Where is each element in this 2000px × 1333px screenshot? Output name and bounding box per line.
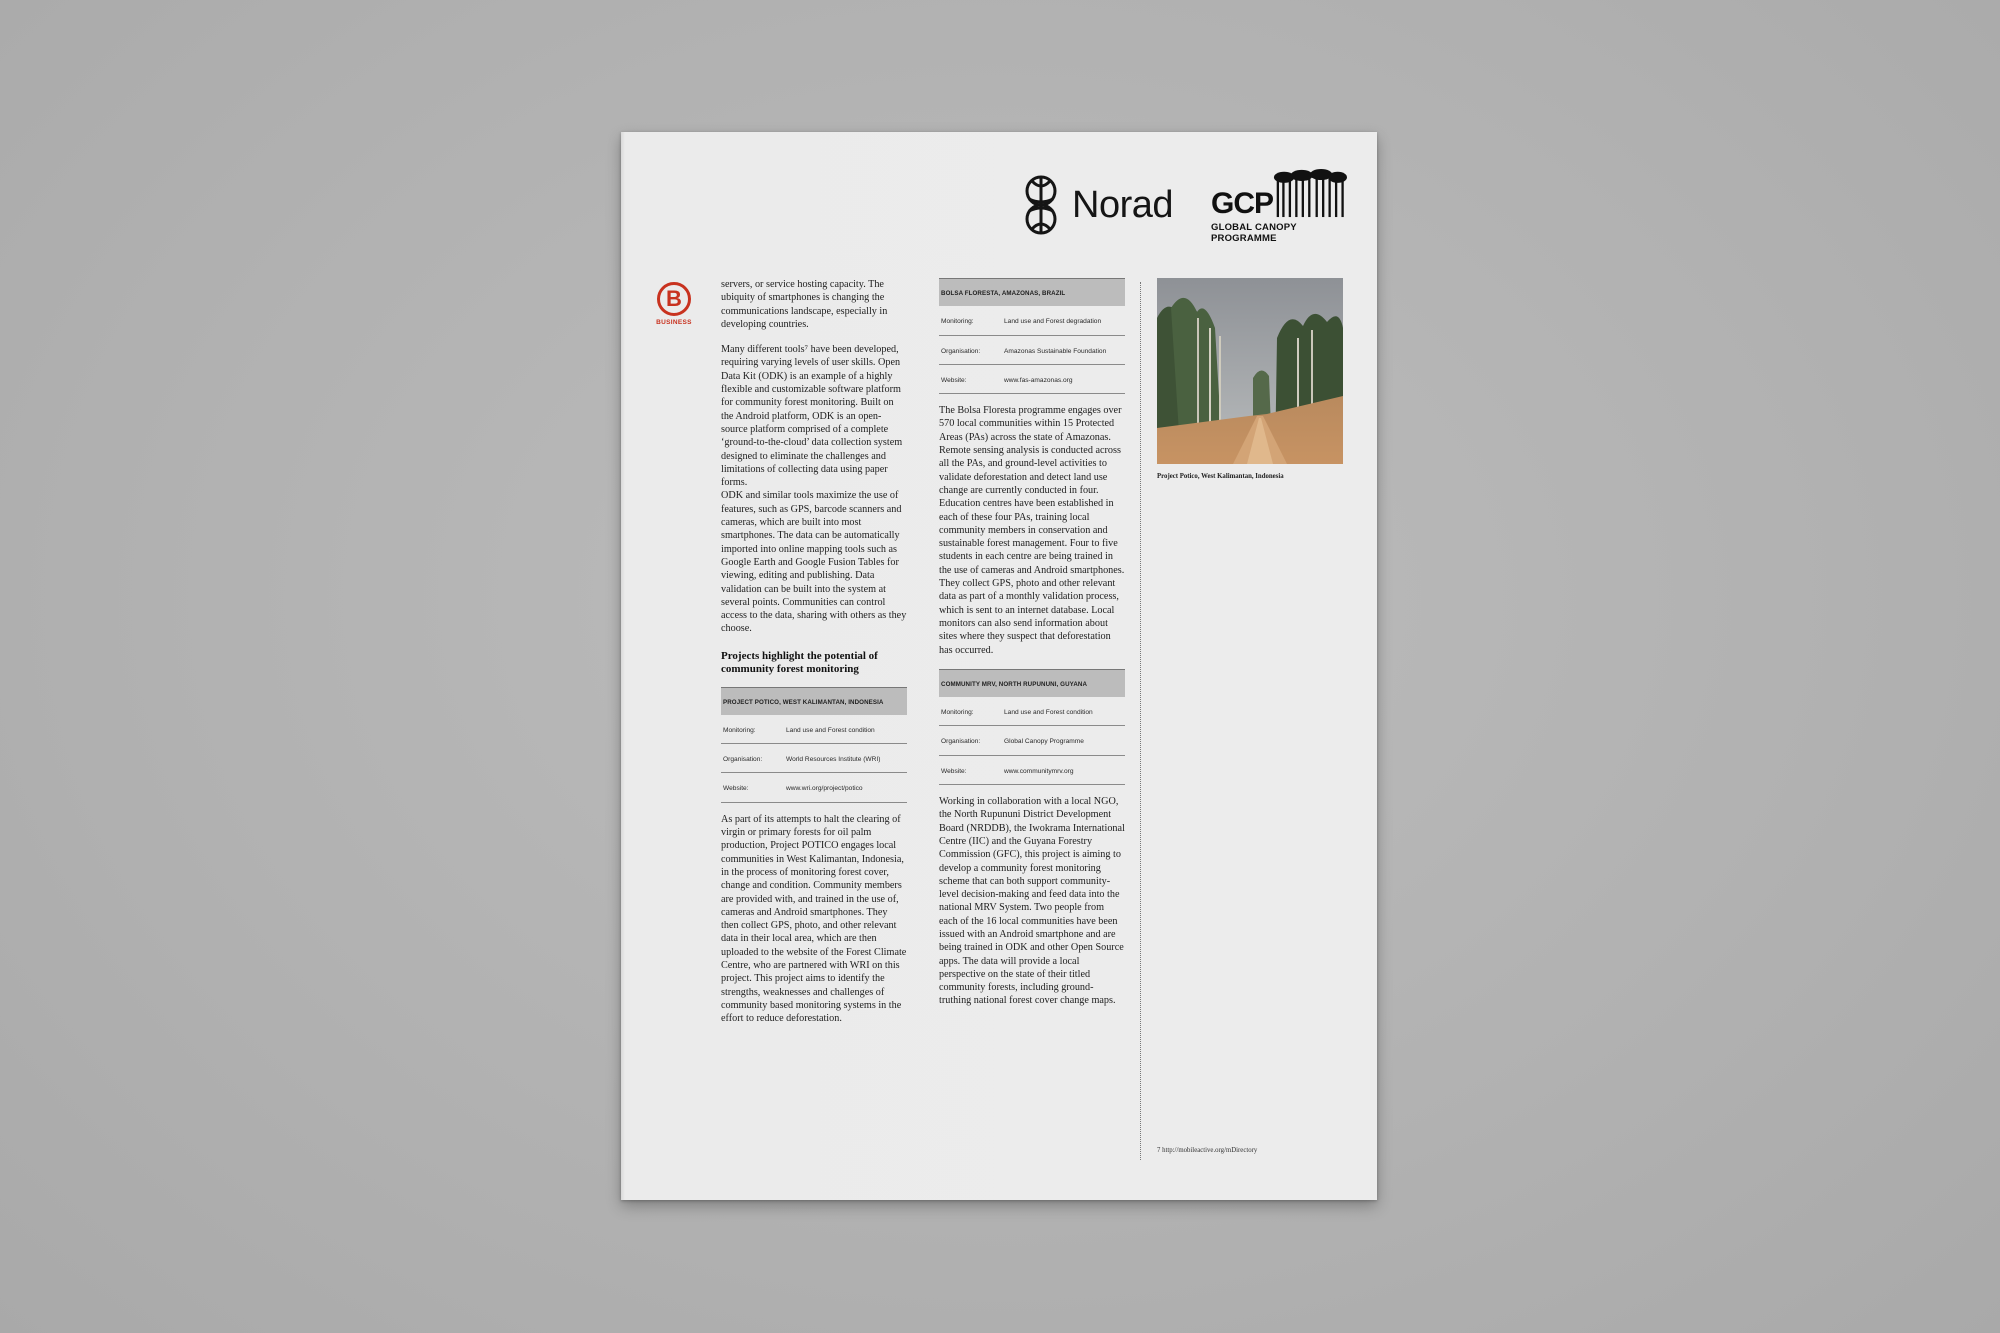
paragraph: ODK and similar tools maximize the use of features, such as GPS, barcode scanners and cameras, which are built into most smartphones. The data can be automatically imported into online mapping tools such as Google Earth and Google Fusion Tables for viewing, editing and publishing. Data validation can be built into the system at several points. Communities can control access to the data, sharing with others as they choose. <box>721 490 907 635</box>
info-value: www.communitymrv.org <box>1004 767 1074 775</box>
section-heading: Projects highlight the potential of community forest monitoring <box>721 649 878 676</box>
info-value: Land use and Forest degradation <box>1004 318 1102 326</box>
info-label: Website: <box>723 785 749 793</box>
business-badge-label: BUSINESS <box>656 319 692 326</box>
column-divider <box>1140 282 1141 1160</box>
norad-globe-icon <box>1020 174 1062 236</box>
info-label: Organisation: <box>941 347 981 355</box>
forest-road-photo <box>1157 278 1343 464</box>
gcp-logo <box>1211 167 1347 244</box>
info-label: Website: <box>941 376 967 384</box>
info-label: Organisation: <box>723 756 763 764</box>
info-row-organisation <box>721 744 907 773</box>
norad-wordmark: Norad <box>1072 183 1173 226</box>
info-row-organisation <box>939 336 1125 365</box>
logo-bar <box>1020 170 1347 244</box>
info-label: Monitoring: <box>941 709 974 717</box>
info-label: Monitoring: <box>941 318 974 326</box>
info-row-website <box>939 756 1125 785</box>
business-badge <box>654 282 694 326</box>
paragraph: Many different tools⁷ have been developed, requiring varying levels of user skills. Open Data Kit (ODK) is an example of a highly flexible and customizable software platform for community forest monitoring. Built on the Android platform, ODK is an open-source platform comprised of a complete ‘ground-to-the-cloud’ data collection system designed to eliminate the challenges and limitations of collecting data using paper forms. <box>721 344 903 489</box>
column-3 <box>1157 278 1347 483</box>
project-info-title: COMMUNITY MRV, NORTH RUPUNUNI, GUYANA <box>939 669 1125 697</box>
info-value: Land use and Forest condition <box>1004 709 1093 717</box>
footnote: 7 http://mobileactive.org/mDirectory <box>1157 1147 1258 1154</box>
paragraph: As part of its attempts to halt the clearing of virgin or primary forests for oil palm production, Project POTICO engages local communities in West Kalimantan, Indonesia, in the process of monitoring forest cover, change and condition. Community members are provided with, and trained in the use of, cameras and Android smartphones. They then collect GPS, photo, and other relevant data in their local area, which are then uploaded to the website of the Forest Climate Centre, who are partnered with WRI on this project. This project aims to identify the strengths, weaknesses and challenges of community based monitoring systems in the effort to reduce deforestation. <box>721 813 907 1025</box>
gcp-subtitle: GLOBAL CANOPY PROGRAMME <box>1211 221 1297 244</box>
info-row-website <box>721 773 907 802</box>
project-info-table <box>939 278 1125 394</box>
paragraph: The Bolsa Floresta programme engages over 570 local communities within 15 Protected Areas (PAs) across the state of Amazonas. Remote sensing analysis is conducted across all the PAs, and ground-level activities to validate deforestation and detect land use change are currently conducted in four. Education centres have been established in each of these four PAs, training local community members in conservation and sustainable forest management. Four to five students in each centre are being trained in the use of cameras and Android smartphones. They collect GPS, photo and other relevant data as part of a monthly validation process, which is sent to an internet database. Local monitors can also send information about sites where they suspect that deforestation has occurred. <box>939 405 1125 656</box>
info-label: Organisation: <box>941 738 981 746</box>
info-label: Website: <box>941 767 967 775</box>
column-1 <box>721 278 907 1037</box>
column-2 <box>939 278 1125 1020</box>
info-row-monitoring <box>721 715 907 744</box>
paragraph: servers, or service hosting capacity. The ubiquity of smartphones is changing the communications landscape, especially in developing countries. <box>721 279 888 330</box>
info-row-monitoring <box>939 306 1125 335</box>
business-badge-icon: B <box>657 282 691 316</box>
project-info-table <box>721 687 907 803</box>
tree-canopy-icon <box>1273 167 1347 219</box>
info-value: www.wri.org/project/potico <box>786 785 863 793</box>
brochure-page <box>621 132 1377 1200</box>
info-label: Monitoring: <box>723 726 756 734</box>
info-value: World Resources Institute (WRI) <box>786 756 881 764</box>
project-info-title: PROJECT POTICO, WEST KALIMANTAN, INDONESIA <box>721 687 907 715</box>
info-value: Land use and Forest condition <box>786 726 875 734</box>
paragraph: Working in collaboration with a local NGO, the North Rupununi District Development Board (NRDDB), the Iwokrama International Centre (IIC) and the Guyana Forestry Commission (GFC), this project is aiming to develop a community forest monitoring scheme that can both support community-level decision-making and feed data into the national MRV System. Two people from each of the 16 local communities have been issued with an Android smartphone and are being trained in ODK and other Open Source apps. The data will provide a local perspective on the state of their titled community forests, including ground-truthing national forest cover change maps. <box>939 796 1125 1007</box>
info-row-monitoring <box>939 697 1125 726</box>
info-row-organisation <box>939 726 1125 755</box>
info-value: Amazonas Sustainable Foundation <box>1004 347 1107 355</box>
info-row-website <box>939 365 1125 394</box>
info-value: www.fas-amazonas.org <box>1004 376 1073 384</box>
photo-caption: Project Potico, West Kalimantan, Indonesia <box>1157 473 1284 480</box>
project-info-table <box>939 669 1125 785</box>
project-info-title: BOLSA FLORESTA, AMAZONAS, BRAZIL <box>939 278 1125 306</box>
info-value: Global Canopy Programme <box>1004 738 1084 746</box>
norad-logo <box>1020 174 1173 236</box>
gcp-letters: GCP <box>1211 186 1274 220</box>
